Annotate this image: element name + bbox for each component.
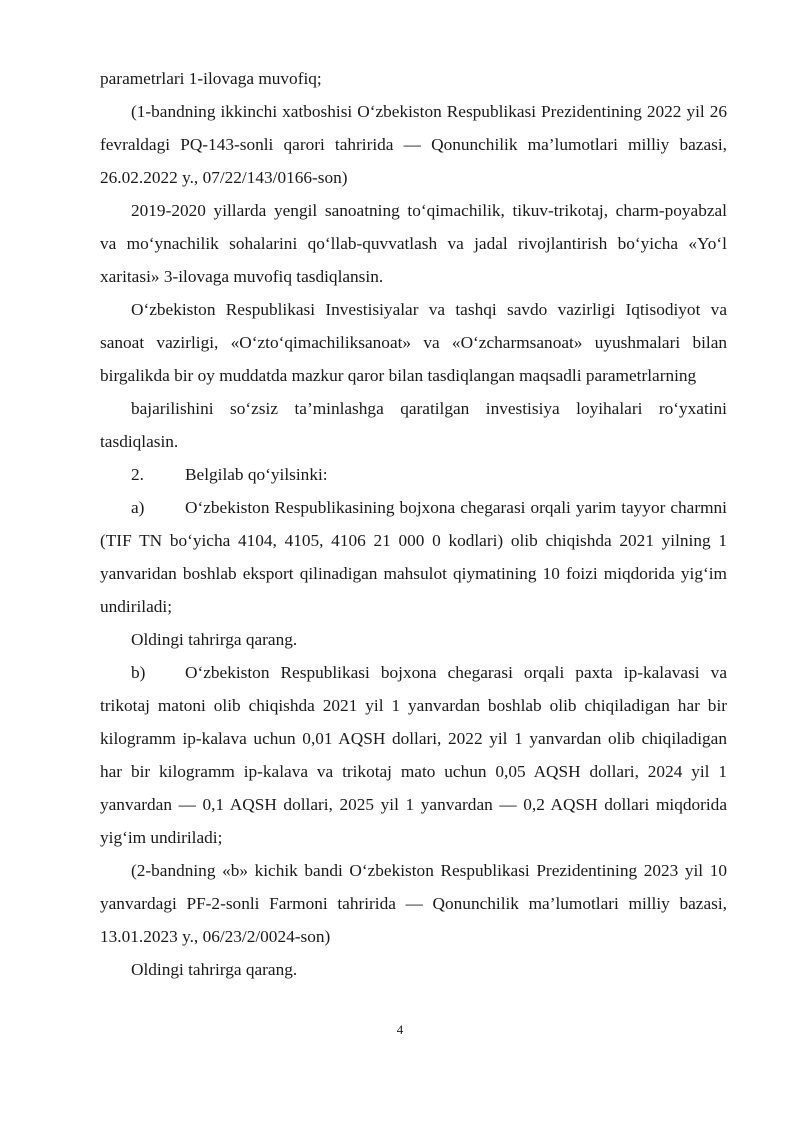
list-item-a — [100, 491, 727, 623]
list-item-2 — [100, 458, 727, 491]
see-previous-version-link[interactable]: Oldingi tahrirga qarang. — [131, 960, 298, 979]
list-marker: a) — [131, 498, 145, 517]
paragraph-ministry: O‘zbekiston Respublikasi Investisiyalar va tashqi savdo vazirligi Iqtisodiyot va sanoat vazirligi, «O‘zto‘qimachiliksanoat» va «O‘zcharmsanoat» uyushmalari bilan birgalikda bir oy muddatda mazkur qaror bilan tasdiqlangan maqsadli parametrlarning — [100, 300, 727, 385]
list-item-text: O‘zbekiston Respublikasi bojxona chegarasi orqali paxta ip-kalavasi va trikotaj matoni olib chiqishda 2021 yil 1 yanvardan boshlab olib chiqiladigan har bir kilogramm ip-kalava uchun 0,01 AQSH dollari, 2022 yil 1 yanvardan olib chiqiladigan har bir kilogramm ip-kalava va trikotaj mato uchun 0,05 AQSH dollari, 2024 yil 1 yanvardan — 0,1 AQSH dollari, 2025 yil 1 yanvardan — 0,2 AQSH dollari miqdorida yig‘im undiriladi; — [100, 663, 727, 847]
body-text — [100, 62, 727, 986]
see-previous-version-link[interactable]: Oldingi tahrirga qarang. — [131, 630, 298, 649]
paragraph-road-map: 2019-2020 yillarda yengil sanoatning to‘qimachilik, tikuv-trikotaj, charm-poyabzal va mo‘ynachilik sohalarini qo‘llab-quvvatlash va jadal rivojlantirish bo‘yicha «Yo‘l xaritasi» 3-ilovaga muvofiq tasdiqlansin. — [100, 201, 727, 286]
list-item-text: O‘zbekiston Respublikasining bojxona chegarasi orqali yarim tayyor charmni (TIF TN bo‘yicha 4104, 4105, 4106 21 000 0 kodlari) olib chiqishda 2021 yilning 1 yanvaridan boshlab eksport qilinadigan mahsulot qiymatining 10 foizi miqdorida yig‘im undiriladi; — [100, 498, 727, 616]
paragraph-amendment-note-1: (1-bandning ikkinchi xatboshisi O‘zbekiston Respublikasi Prezidentining 2022 yil 26 fevraldagi PQ-143-sonli qarori tahririda — Qonunchilik ma’lumotlari milliy bazasi, 26.02.2022 y., 07/22/143/0166-son) — [100, 102, 727, 187]
paragraph-continuation: parametrlari 1-ilovaga muvofiq; — [100, 69, 322, 88]
page-number: 4 — [396, 1022, 404, 1037]
list-marker: 2. — [131, 465, 144, 484]
list-item-text: Belgilab qo‘yilsinki: — [185, 465, 328, 484]
paragraph-investment-list: bajarilishini so‘zsiz ta’minlashga qaratilgan investisiya loyihalari ro‘yxatini tasdiqlasin. — [100, 399, 727, 451]
list-item-b — [100, 656, 727, 854]
paragraph-amendment-note-2: (2-bandning «b» kichik bandi O‘zbekiston Respublikasi Prezidentining 2023 yil 10 yanvardagi PF-2-sonli Farmoni tahririda — Qonunchilik ma’lumotlari milliy bazasi, 13.01.2023 y., 06/23/2/0024-son) — [100, 861, 727, 946]
list-marker: b) — [131, 663, 146, 682]
